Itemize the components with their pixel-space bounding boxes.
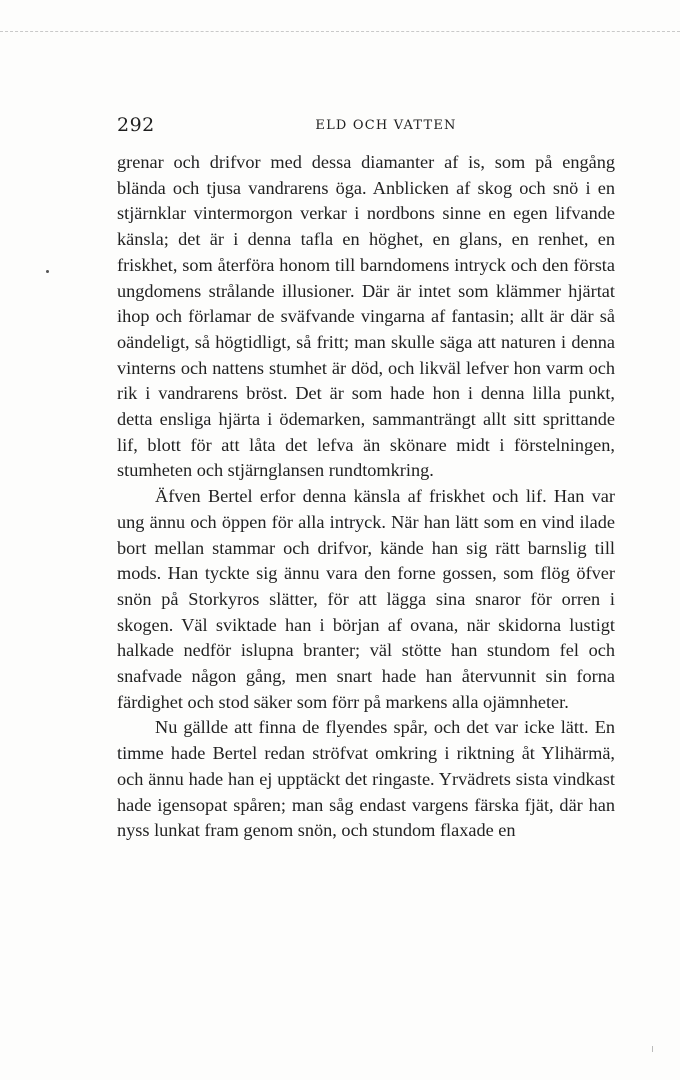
body-text [117,150,615,844]
page-number: 292 [117,114,155,136]
edge-mark [652,1046,653,1052]
paragraph-3: Nu gällde att finna de flyendes spår, och det var icke lätt. En timme hade Bertel redan ströfvat omkring i riktning åt Ylihärmä, och ännu hade han ej upptäckt det ringaste. Yrvädrets sista vindkast hade igensopat spåren; man såg endast vargens färska fjät, där han nyss lunkat fram genom snön, och stundom flaxade en [117,717,615,841]
top-edge-rule [0,31,680,32]
page-header [117,114,615,138]
margin-speck [46,270,49,273]
paragraph-1: grenar och drifvor med dessa diamanter af is, som på engång blända och tjusa vandrarens öga. Anblicken af skog och snö i en stjärnklar vintermorgon verkar i nordbons sinne en egen lifvande känsla; det är i denna tafla en höghet, en glans, en renhet, en friskhet, som återföra honom till barndomens intryck och den första ungdomens strålande illusioner. Där är intet som klämmer hjärtat ihop och förlamar de sväfvande vingarna af fantasin; allt är där så oändeligt, så högtidligt, så fritt; man skulle säga att naturen i denna vinterns och nattens stumhet är död, och likväl lefver hon varm och rik i vandrarens bröst. Det är som hade hon i denna lilla punkt, detta ensliga hjärta i ödemarken, sammanträngt allt sitt sprittande lif, blott för att låta det lefva än skönare midt i förstelningen, stumheten och stjärnglansen rundtomkring. [117,152,615,481]
paragraph-2: Äfven Bertel erfor denna känsla af friskhet och lif. Han var ung ännu och öppen för alla intryck. När han lätt som en vind ilade bort mellan stammar och drifvor, kände han sig rätt barnslig till mods. Han tyckte sig ännu vara den forne gossen, som flög öfver snön på Storkyros slätter, för att lägga sina snaror för orren i skogen. Väl sviktade han i början af ovana, när skidorna lustigt halkade nedför islupna branter; väl stötte han stundom fel och snafvade någon gång, men snart hade han återvunnit sin forna färdighet och stod säker som förr på markens alla ojämnheter. [117,486,615,712]
running-title: ELD OCH VATTEN [315,118,457,133]
